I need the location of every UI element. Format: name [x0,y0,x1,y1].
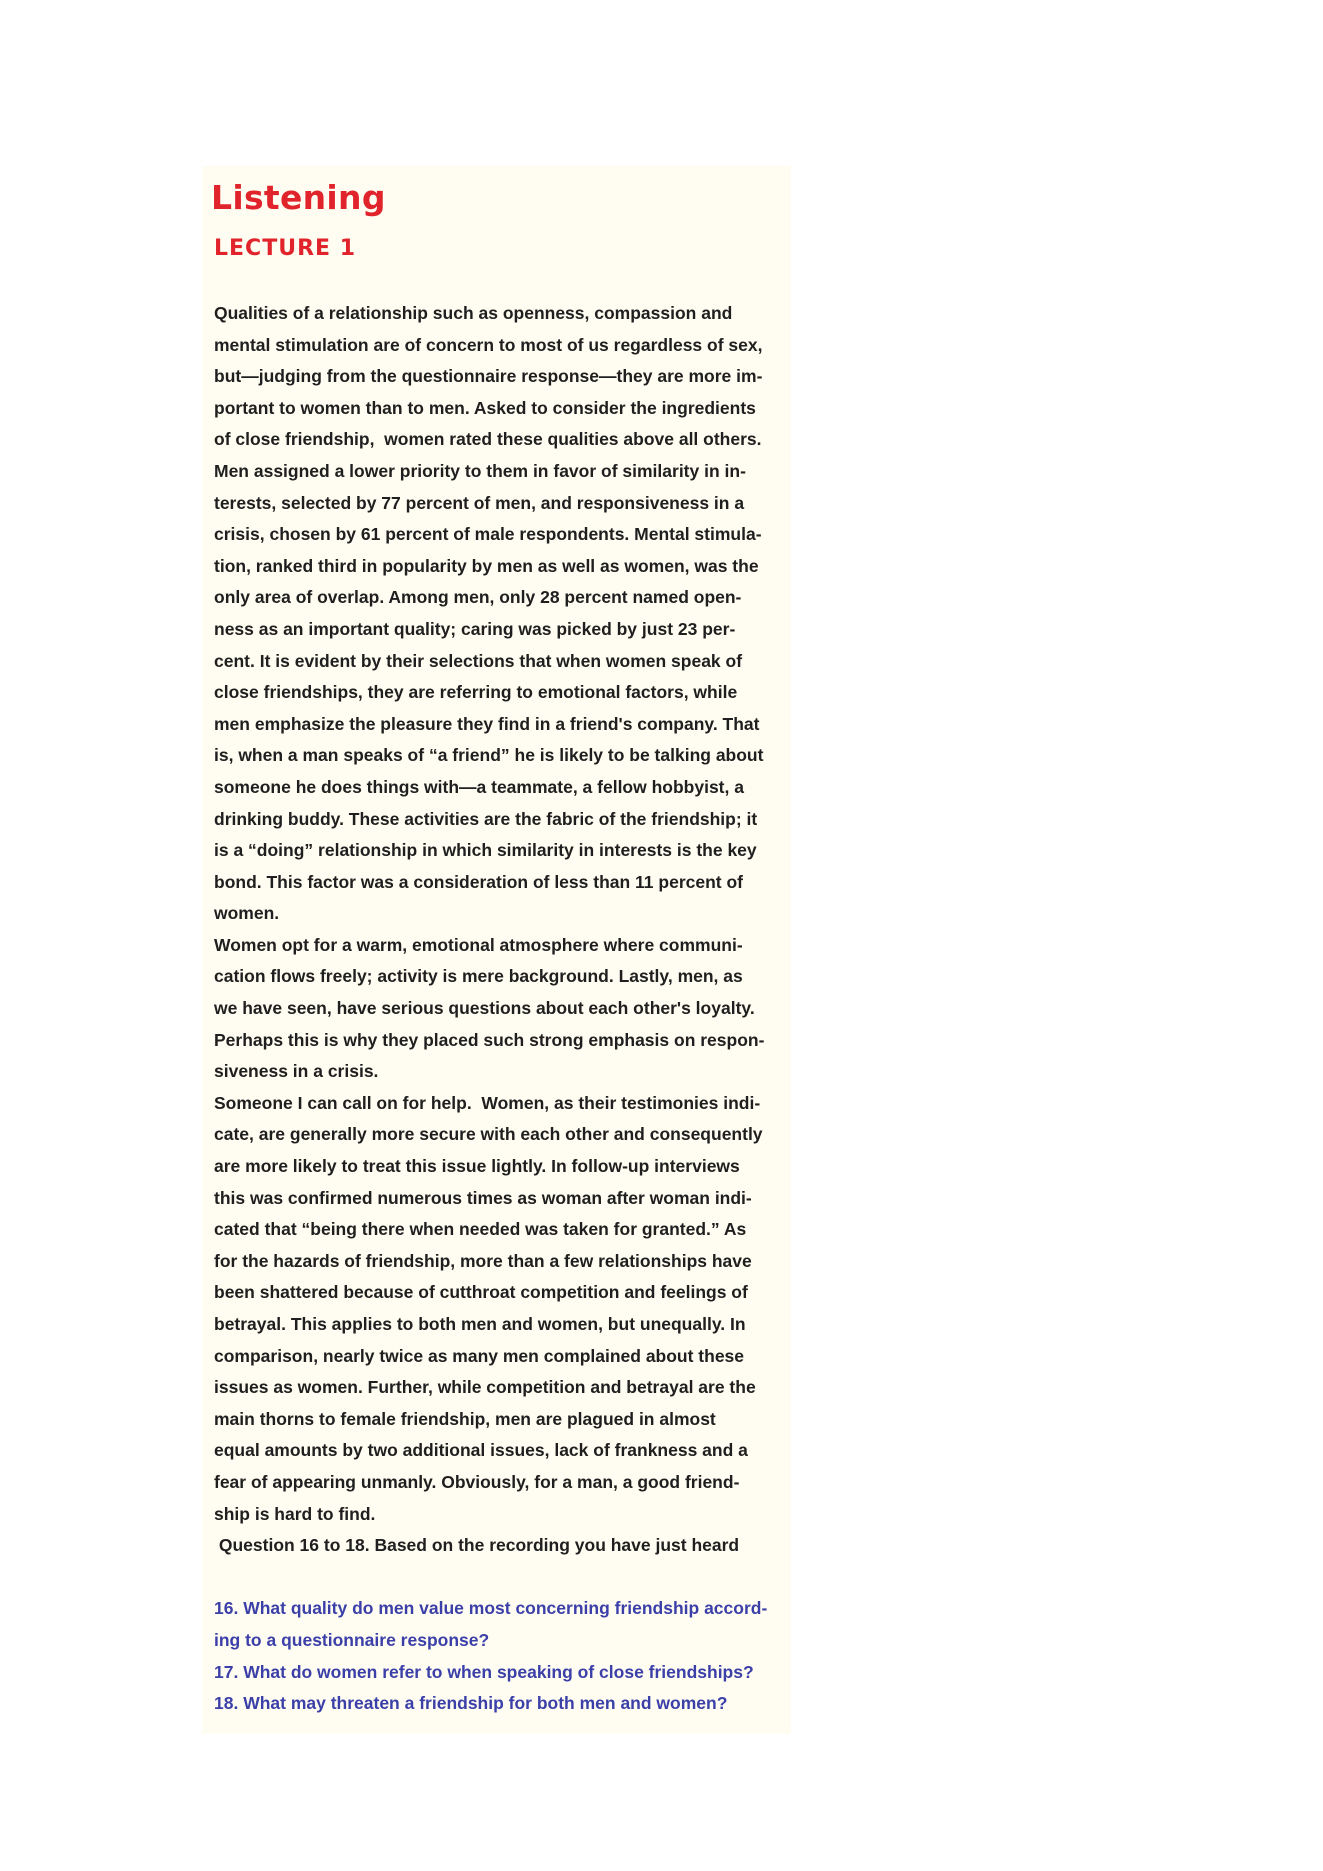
question-line: 16. What quality do men value most concerning friendship accord- [214,1598,768,1619]
passage-line: someone he does things with—a teammate, a fellow hobbyist, a [214,776,744,797]
passage-line: issues as women. Further, while competition and betrayal are the [214,1377,756,1398]
question-line: 17. What do women refer to when speaking of close friendships? [214,1661,754,1682]
passage-line: Qualities of a relationship such as openness, compassion and [214,303,733,323]
passage-line: main thorns to female friendship, men are plagued in almost [214,1408,716,1429]
passage-line: but—judging from the questionnaire response—they are more im- [214,366,763,387]
passage-line: only area of overlap. Among men, only 28 percent named open- [214,587,742,608]
lecture-transcript [214,298,774,1720]
section-title: Listening [211,178,386,217]
passage-line: siveness in a crisis. [214,1061,379,1082]
passage-line: cation flows freely; activity is mere background. Lastly, men, as [214,966,743,987]
passage-line: bond. This factor was a consideration of less than 11 percent of [214,871,743,892]
passage-line: ship is hard to find. [214,1503,376,1524]
passage-line: portant to women than to men. Asked to consider the ingredients [214,397,756,418]
passage-line: close friendships, they are referring to emotional factors, while [214,682,738,703]
passage [214,298,774,1562]
passage-line: Question 16 to 18. Based on the recording you have just heard [214,1535,740,1556]
passage-line: fear of appearing unmanly. Obviously, for a man, a good friend- [214,1471,740,1492]
passage-line: cent. It is evident by their selections that when women speak of [214,650,743,671]
passage-line: Someone I can call on for help. Women, as their testimonies indi- [214,1092,761,1113]
passage-line: of close friendship, women rated these qualities above all others. [214,429,762,450]
passage-line: equal amounts by two additional issues, lack of frankness and a [214,1440,748,1461]
passage-line: are more likely to treat this issue lightly. In follow-up interviews [214,1156,740,1177]
spacer [214,1562,774,1594]
passage-line: cate, are generally more secure with each other and consequently [214,1124,763,1145]
passage-line: women. [214,903,280,924]
passage-line: we have seen, have serious questions about each other's loyalty. [214,998,755,1019]
passage-line: men emphasize the pleasure they find in a friend's company. That [214,713,760,734]
question-line: ing to a questionnaire response? [214,1629,490,1650]
passage-line: comparison, nearly twice as many men complained about these [214,1345,745,1366]
question-list [214,1593,774,1719]
passage-line: ness as an important quality; caring was picked by just 23 per- [214,618,736,639]
passage-line: cated that “being there when needed was taken for granted.” As [214,1219,747,1240]
question-line: 18. What may threaten a friendship for both men and women? [214,1693,728,1714]
passage-line: tion, ranked third in popularity by men as well as women, was the [214,555,759,576]
passage-line: betrayal. This applies to both men and women, but unequally. In [214,1314,746,1334]
passage-line: terests, selected by 77 percent of men, and responsiveness in a [214,492,745,513]
passage-line: Men assigned a lower priority to them in favor of similarity in in- [214,460,746,481]
passage-line: for the hazards of friendship, more than a few relationships have [214,1250,752,1271]
passage-line: been shattered because of cutthroat competition and feelings of [214,1282,748,1303]
passage-line: this was confirmed numerous times as woman after woman indi- [214,1187,752,1208]
passage-line: Women opt for a warm, emotional atmosphere where communi- [214,934,743,955]
lecture-label: LECTURE 1 [214,236,356,261]
passage-line: Perhaps this is why they placed such strong emphasis on respon- [214,1029,765,1050]
passage-line: is a “doing” relationship in which similarity in interests is the key [214,840,757,861]
passage-line: is, when a man speaks of “a friend” he is likely to be talking about [214,745,764,766]
passage-line: drinking buddy. These activities are the fabric of the friendship; it [214,808,758,829]
passage-line: mental stimulation are of concern to most of us regardless of sex, [214,334,763,355]
passage-line: crisis, chosen by 61 percent of male respondents. Mental stimula- [214,524,762,545]
